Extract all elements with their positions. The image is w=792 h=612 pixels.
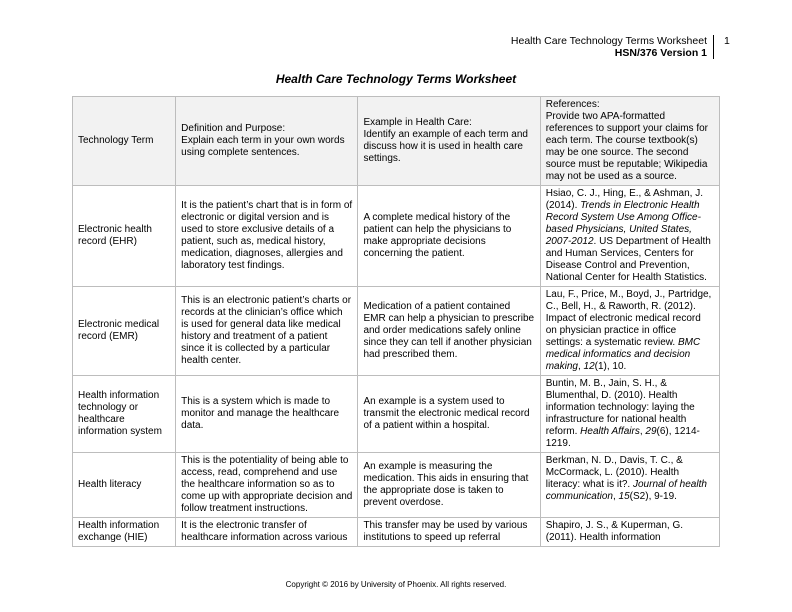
header-references-title: References: xyxy=(545,99,600,110)
example-cell: This transfer may be used by various institutions to speed up referral xyxy=(358,518,540,547)
ref-italic: BMC medical informatics and decision making xyxy=(545,337,701,372)
ref-text: (S2), 9-19. xyxy=(629,491,677,502)
document-title: Health Care Technology Terms Worksheet xyxy=(275,72,517,86)
definition-cell: This is a system which is made to monitor and manage the healthcare data. xyxy=(176,376,358,453)
terms-table xyxy=(72,96,720,547)
term-cell: Health information technology or healthcare information system xyxy=(73,376,176,453)
term-cell: Electronic health record (EHR) xyxy=(73,186,176,287)
header-definition-title: Definition and Purpose: xyxy=(181,123,286,134)
running-title: Health Care Technology Terms Worksheet xyxy=(510,35,707,47)
header-example-instruction: Identify an example of each term and discuss how it is used in health care settings. xyxy=(363,129,528,164)
ref-italic: Trends in Electronic Health Record System Use Among Office-based Physicians, United States, 2007-2012 xyxy=(545,200,701,247)
reference-cell xyxy=(540,186,719,287)
ref-italic: Journal of health communication xyxy=(545,479,707,502)
example-cell: A complete medical history of the patient can help the physicians to make appropriate decisions concerning the patient. xyxy=(358,186,540,287)
reference-cell xyxy=(540,518,719,547)
page-number: 1 xyxy=(724,35,730,47)
definition-cell: It is the patient’s chart that is in form of electronic or digital version and is used to store exclusive details of a patient, such as, medical history, medication, diagnoses, allergies and laboratory test findings. xyxy=(176,186,358,287)
running-header xyxy=(511,35,714,59)
reference-cell xyxy=(540,453,719,518)
ref-text: Lau, F., Price, M., Boyd, J., Partridge, C., Bell, H., & Raworth, R. (2012). Impact of electronic medical record on physician practice in office settings: a systematic review. xyxy=(545,289,712,348)
table-row xyxy=(73,453,720,518)
ref-text: Buntin, M. B., Jain, S. H., & Blumenthal, D. (2010). Health information technology: laying the infrastructure for national health reform. xyxy=(545,378,695,437)
term-cell: Health information exchange (HIE) xyxy=(73,518,176,547)
ref-text: Berkman, N. D., Davis, T. C., & McCormack, L. (2010). Health literacy: what is it?. xyxy=(545,455,683,490)
reference-cell xyxy=(540,376,719,453)
ref-text: . US Department of Health and Human Services, Centers for Disease Control and Prevention, National Center for Health Statistics. xyxy=(545,236,711,283)
version-label: HSN/376 Version 1 xyxy=(614,47,707,59)
term-cell: Electronic medical record (EMR) xyxy=(73,287,176,376)
example-cell: An example is a system used to transmit the electronic medical record of a patient within a hospital. xyxy=(358,376,540,453)
table-row xyxy=(73,287,720,376)
header-definition xyxy=(176,97,358,186)
header-definition-instruction: Explain each term in your own words using complete sentences. xyxy=(181,135,345,158)
ref-text: (1), 10. xyxy=(594,361,627,372)
definition-cell: This is the potentiality of being able to access, read, comprehend and use the healthcare information so as to come up with appropriate decision and follow treatment instructions. xyxy=(176,453,358,518)
ref-italic: Health Affairs xyxy=(580,426,640,437)
table-row xyxy=(73,518,720,547)
definition-cell: It is the electronic transfer of healthcare information across various xyxy=(176,518,358,547)
header-term: Technology Term xyxy=(73,97,176,186)
example-cell: Medication of a patient contained EMR can help a physician to prescribe and order medications safely online since they can tell if another physician had prescribed them. xyxy=(358,287,540,376)
ref-italic: 15 xyxy=(618,491,630,502)
header-references xyxy=(540,97,719,186)
header-references-instruction: Provide two APA-formatted references to support your claims for each term. The course textbook(s) may be one source. The second source must be reputable; Wikipedia may not be used as a source. xyxy=(545,111,709,182)
reference-cell xyxy=(540,287,719,376)
copyright-footer: Copyright © 2016 by University of Phoenix. All rights reserved. xyxy=(285,580,507,589)
ref-italic: 12 xyxy=(583,361,595,372)
definition-cell: This is an electronic patient’s charts or records at the clinician’s office which is used for general data like medical history and treatment of a patient since it is collected by a particular health center. xyxy=(176,287,358,376)
table-header-row xyxy=(73,97,720,186)
ref-text: Hsiao, C. J., Hing, E., & Ashman, J. (2014). xyxy=(545,188,703,211)
ref-text: , xyxy=(577,361,584,372)
header-example xyxy=(358,97,540,186)
ref-text: , xyxy=(639,426,646,437)
ref-italic: 29 xyxy=(645,426,657,437)
table-row xyxy=(73,186,720,287)
table-row xyxy=(73,376,720,453)
ref-text: (6), 1214-1219. xyxy=(545,426,700,449)
ref-text: , xyxy=(612,491,619,502)
example-cell: An example is measuring the medication. This aids in ensuring that the appropriate dose is taken to prevent overdose. xyxy=(358,453,540,518)
term-cell: Health literacy xyxy=(73,453,176,518)
header-example-title: Example in Health Care: xyxy=(363,117,472,128)
ref-text: Shapiro, J. S., & Kuperman, G. (2011). Health information xyxy=(545,520,684,543)
